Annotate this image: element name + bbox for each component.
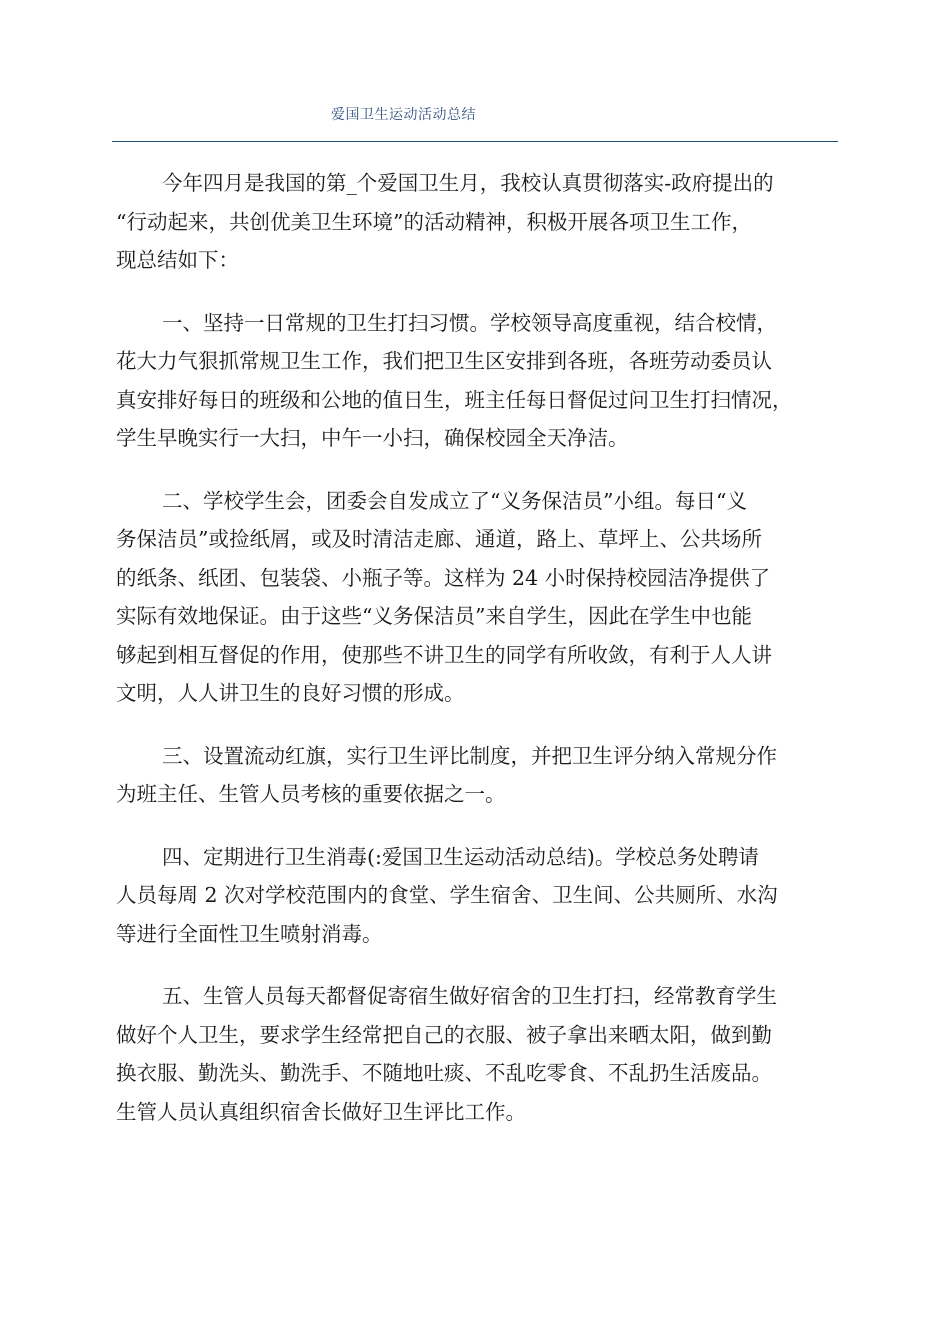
paragraph-line: 生管人员认真组织宿舍长做好卫生评比工作。 — [116, 1099, 526, 1124]
paragraph-section-3 — [116, 737, 836, 814]
paragraph-line: 等进行全面性卫生喷射消毒。 — [116, 921, 383, 946]
paragraph-line: 今年四月是我国的第_个爱国卫生月，我校认真贯彻落实-政府提出的 — [162, 171, 774, 195]
paragraph-line: 真安排好每日的班级和公地的值日生，班主任每日督促过问卫生打扫情况， — [116, 387, 793, 412]
paragraph-line: 现总结如下： — [116, 248, 239, 272]
header-title: 爱国卫生运动活动总结 — [331, 107, 476, 123]
paragraph-intro — [116, 164, 836, 280]
paragraph-line: 务保洁员”或捡纸屑，或及时清洁走廊、通道，路上、草坪上、公共场所 — [116, 527, 762, 551]
paragraph-line: 花大力气狠抓常规卫生工作，我们把卫生区安排到各班，各班劳动委员认 — [116, 349, 772, 373]
paragraph-line: 四、定期进行卫生消毒(:爱国卫生运动活动总结)。学校总务处聘请 — [162, 844, 759, 869]
paragraph-section-5 — [116, 977, 836, 1131]
paragraph-line: 为班主任、生管人员考核的重要依据之一。 — [116, 782, 506, 806]
paragraph-line: “行动起来，共创优美卫生环境”的活动精神，积极开展各项卫生工作， — [116, 209, 752, 234]
paragraph-line: 学生早晚实行一大扫，中午一小扫，确保校园全天净洁。 — [116, 426, 629, 450]
header-divider — [112, 141, 838, 142]
paragraph-line: 换衣服、勤洗头、勤洗手、不随地吐痰、不乱吃零食、不乱扔生活废品。 — [116, 1061, 772, 1085]
paragraph-line: 文明，人人讲卫生的良好习惯的形成。 — [116, 681, 465, 705]
document-body — [116, 164, 836, 1155]
paragraph-line: 五、生管人员每天都督促寄宿生做好宿舍的卫生打扫，经常教育学生 — [162, 984, 777, 1008]
paragraph-section-2 — [116, 482, 836, 713]
paragraph-line: 一、坚持一日常规的卫生打扫习惯。学校领导高度重视，结合校情， — [162, 310, 777, 335]
paragraph-line: 实际有效地保证。由于这些“义务保洁员”来自学生，因此在学生中也能 — [116, 604, 752, 628]
paragraph-line: 三、设置流动红旗，实行卫生评比制度，并把卫生评分纳入常规分作 — [162, 743, 777, 768]
paragraph-line: 二、学校学生会，团委会自发成立了“义务保洁员”小组。每日“义 — [162, 488, 747, 513]
paragraph-line: 的纸条、纸团、包装袋、小瓶子等。这样为 24 小时保持校园洁净提供了 — [116, 565, 771, 590]
paragraph-line: 人员每周 2 次对学校范围内的食堂、学生宿舍、卫生间、公共厕所、水沟 — [116, 883, 778, 907]
paragraph-line: 够起到相互督促的作用，使那些不讲卫生的同学有所收敛，有利于人人讲 — [116, 642, 772, 667]
paragraph-line: 做好个人卫生，要求学生经常把自己的衣服、被子拿出来晒太阳，做到勤 — [116, 1022, 772, 1047]
paragraph-section-4 — [116, 838, 836, 954]
paragraph-section-1 — [116, 304, 836, 458]
